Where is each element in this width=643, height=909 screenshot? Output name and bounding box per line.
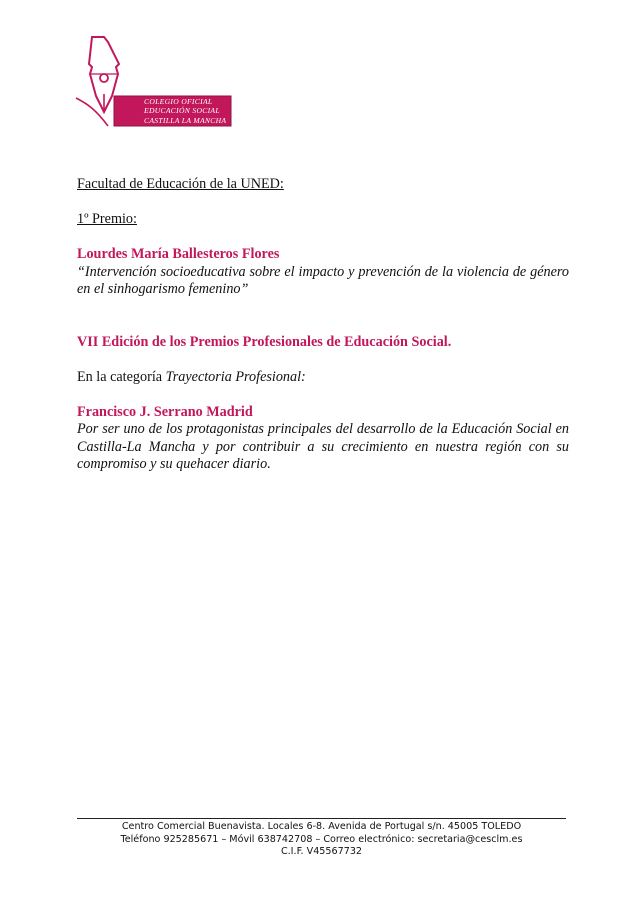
category-name: Trayectoria Profesional: [165, 368, 306, 385]
footer-cif: C.I.F. V45567732 [280, 846, 363, 858]
logo-line-1: COLEGIO OFICIAL [144, 97, 213, 106]
edition-heading: VII Edición de los Premios Profesionales de Educación Social. [77, 333, 452, 350]
logo-text [144, 97, 230, 125]
footer [77, 821, 566, 859]
logo-line-2: EDUCACIÓN SOCIAL [144, 106, 220, 116]
winner1-work: “Intervención socioeducativa sobre el impacto y prevención de la violencia de género en el sinhogarismo femenino” [77, 263, 569, 297]
logo-line-3: CASTILLA LA MANCHA [144, 115, 227, 125]
category-line [77, 369, 569, 387]
footer-divider [77, 818, 566, 819]
document-body [77, 176, 569, 474]
winner2-name: Francisco J. Serrano Madrid [77, 403, 253, 420]
college-logo [74, 34, 234, 130]
winner2-reason: Por ser uno de los protagonistas principales del desarrollo de la Educación Social en Castilla-La Mancha y por contribuir a su crecimiento en nuestra región con su compromiso y su quehacer diario. [77, 421, 569, 472]
category-prefix: En la categoría [77, 368, 163, 385]
footer-contact: Teléfono 925285671 – Móvil 638742708 – Correo electrónico: secretaria@cesclm.es [120, 833, 523, 845]
faculty-heading: Facultad de Educación de la UNED: [77, 176, 284, 192]
footer-address: Centro Comercial Buenavista. Locales 6-8. Avenida de Portugal s/n. 45005 TOLEDO [121, 821, 522, 832]
first-prize-label: 1º Premio: [77, 211, 137, 227]
winner1-name: Lourdes María Ballesteros Flores [77, 246, 280, 262]
